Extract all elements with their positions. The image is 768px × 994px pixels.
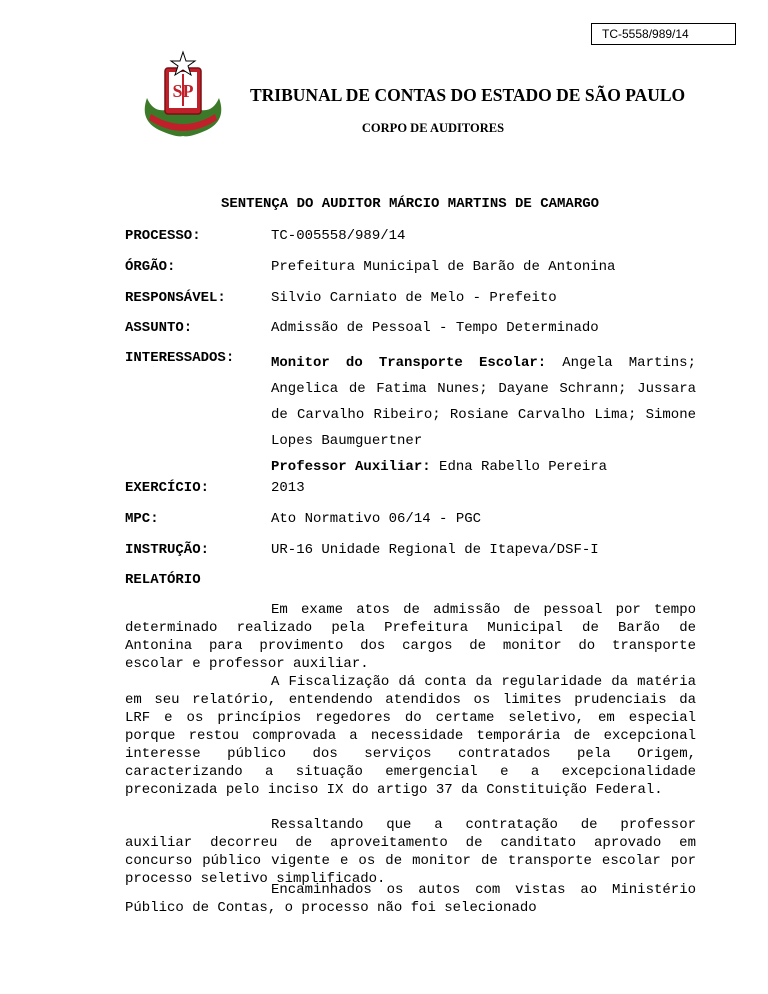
responsavel-label: RESPONSÁVEL: xyxy=(125,290,226,306)
svg-text:SP: SP xyxy=(172,81,194,101)
process-reference-box: TC-5558/989/14 xyxy=(591,23,736,45)
org-subtitle: CORPO DE AUDITORES xyxy=(361,121,505,135)
monitor-group-label: Monitor do Transporte Escolar: xyxy=(271,355,547,371)
relatorio-paragraph-2: A Fiscalização dá conta da regularidade da matéria em seu relatório, entendendo atendidos os limites prudenciais da LRF e os princípios regedores do certame seletivo, em especial porque restou comprovada a necessidade temporária de excepcional interesse público dos serviços contratados pela Origem, caracterizando a situação emergencial e a excepcionalidade preconizada pelo inciso IX do artigo 37 da Constituição Federal. xyxy=(125,674,696,798)
relatorio-paragraph-1: Em exame atos de admissão de pessoal por tempo determinado realizado pela Prefeitura Municipal de Barão de Antonina para provimento dos cargos de monitor do transporte escolar e professor auxiliar. xyxy=(125,602,696,672)
professor-group-label: Professor Auxiliar xyxy=(271,459,423,475)
orgao-value: Prefeitura Municipal de Barão de Antonina xyxy=(271,259,616,275)
exercicio-label: EXERCÍCIO: xyxy=(125,480,210,496)
instrucao-value: UR-16 Unidade Regional de Itapeva/DSF-I xyxy=(271,542,599,558)
relatorio-paragraph-4: Encaminhados os autos com vistas ao Ministério Público de Contas, o processo não foi selecionado xyxy=(125,882,696,916)
exercicio-value: 2013 xyxy=(271,480,305,496)
relatorio-heading: RELATÓRIO xyxy=(125,572,201,588)
relatorio-paragraph-3: Ressaltando que a contratação de professor auxiliar decorreu de aproveitamento de canditato aprovado em concurso público vigente e os de monitor de transporte escolar por processo seletivo simplificado. xyxy=(125,817,696,887)
interessados-value: Monitor do Transporte Escolar: Angela Martins; Angelica de Fatima Nunes; Dayane Schrann; Jussara de Carvalho Ribeiro; Rosiane Carvalho Lima; Simone Lopes Baumguertner Professor Auxiliar: Edna Rabello Pereira xyxy=(271,355,696,475)
professor-group-names: Edna Rabello Pereira xyxy=(439,459,608,475)
org-title: TRIBUNAL DE CONTAS DO ESTADO DE SÃO PAULO xyxy=(250,85,686,105)
document-title: SENTENÇA DO AUDITOR MÁRCIO MARTINS DE CAMARGO xyxy=(220,196,600,212)
assunto-value: Admissão de Pessoal - Tempo Determinado xyxy=(271,320,599,336)
monitor-group-names: Angela Martins; Angelica de Fatima Nunes; Dayane Schrann; Jussara de Carvalho Ribeiro; Rosiane Carvalho Lima; Simone Lopes Baumguertner xyxy=(271,355,696,449)
processo-value: TC-005558/989/14 xyxy=(271,228,406,244)
processo-label: PROCESSO: xyxy=(125,228,201,244)
interessados-label: INTERESSADOS: xyxy=(125,350,235,366)
mpc-value: Ato Normativo 06/14 - PGC xyxy=(271,511,482,527)
orgao-label: ÓRGÃO: xyxy=(125,259,176,275)
assunto-label: ASSUNTO: xyxy=(125,320,193,336)
instrucao-label: INSTRUÇÃO: xyxy=(125,542,210,558)
mpc-label: MPC: xyxy=(125,511,159,527)
responsavel-value: Silvio Carniato de Melo - Prefeito xyxy=(271,290,557,306)
